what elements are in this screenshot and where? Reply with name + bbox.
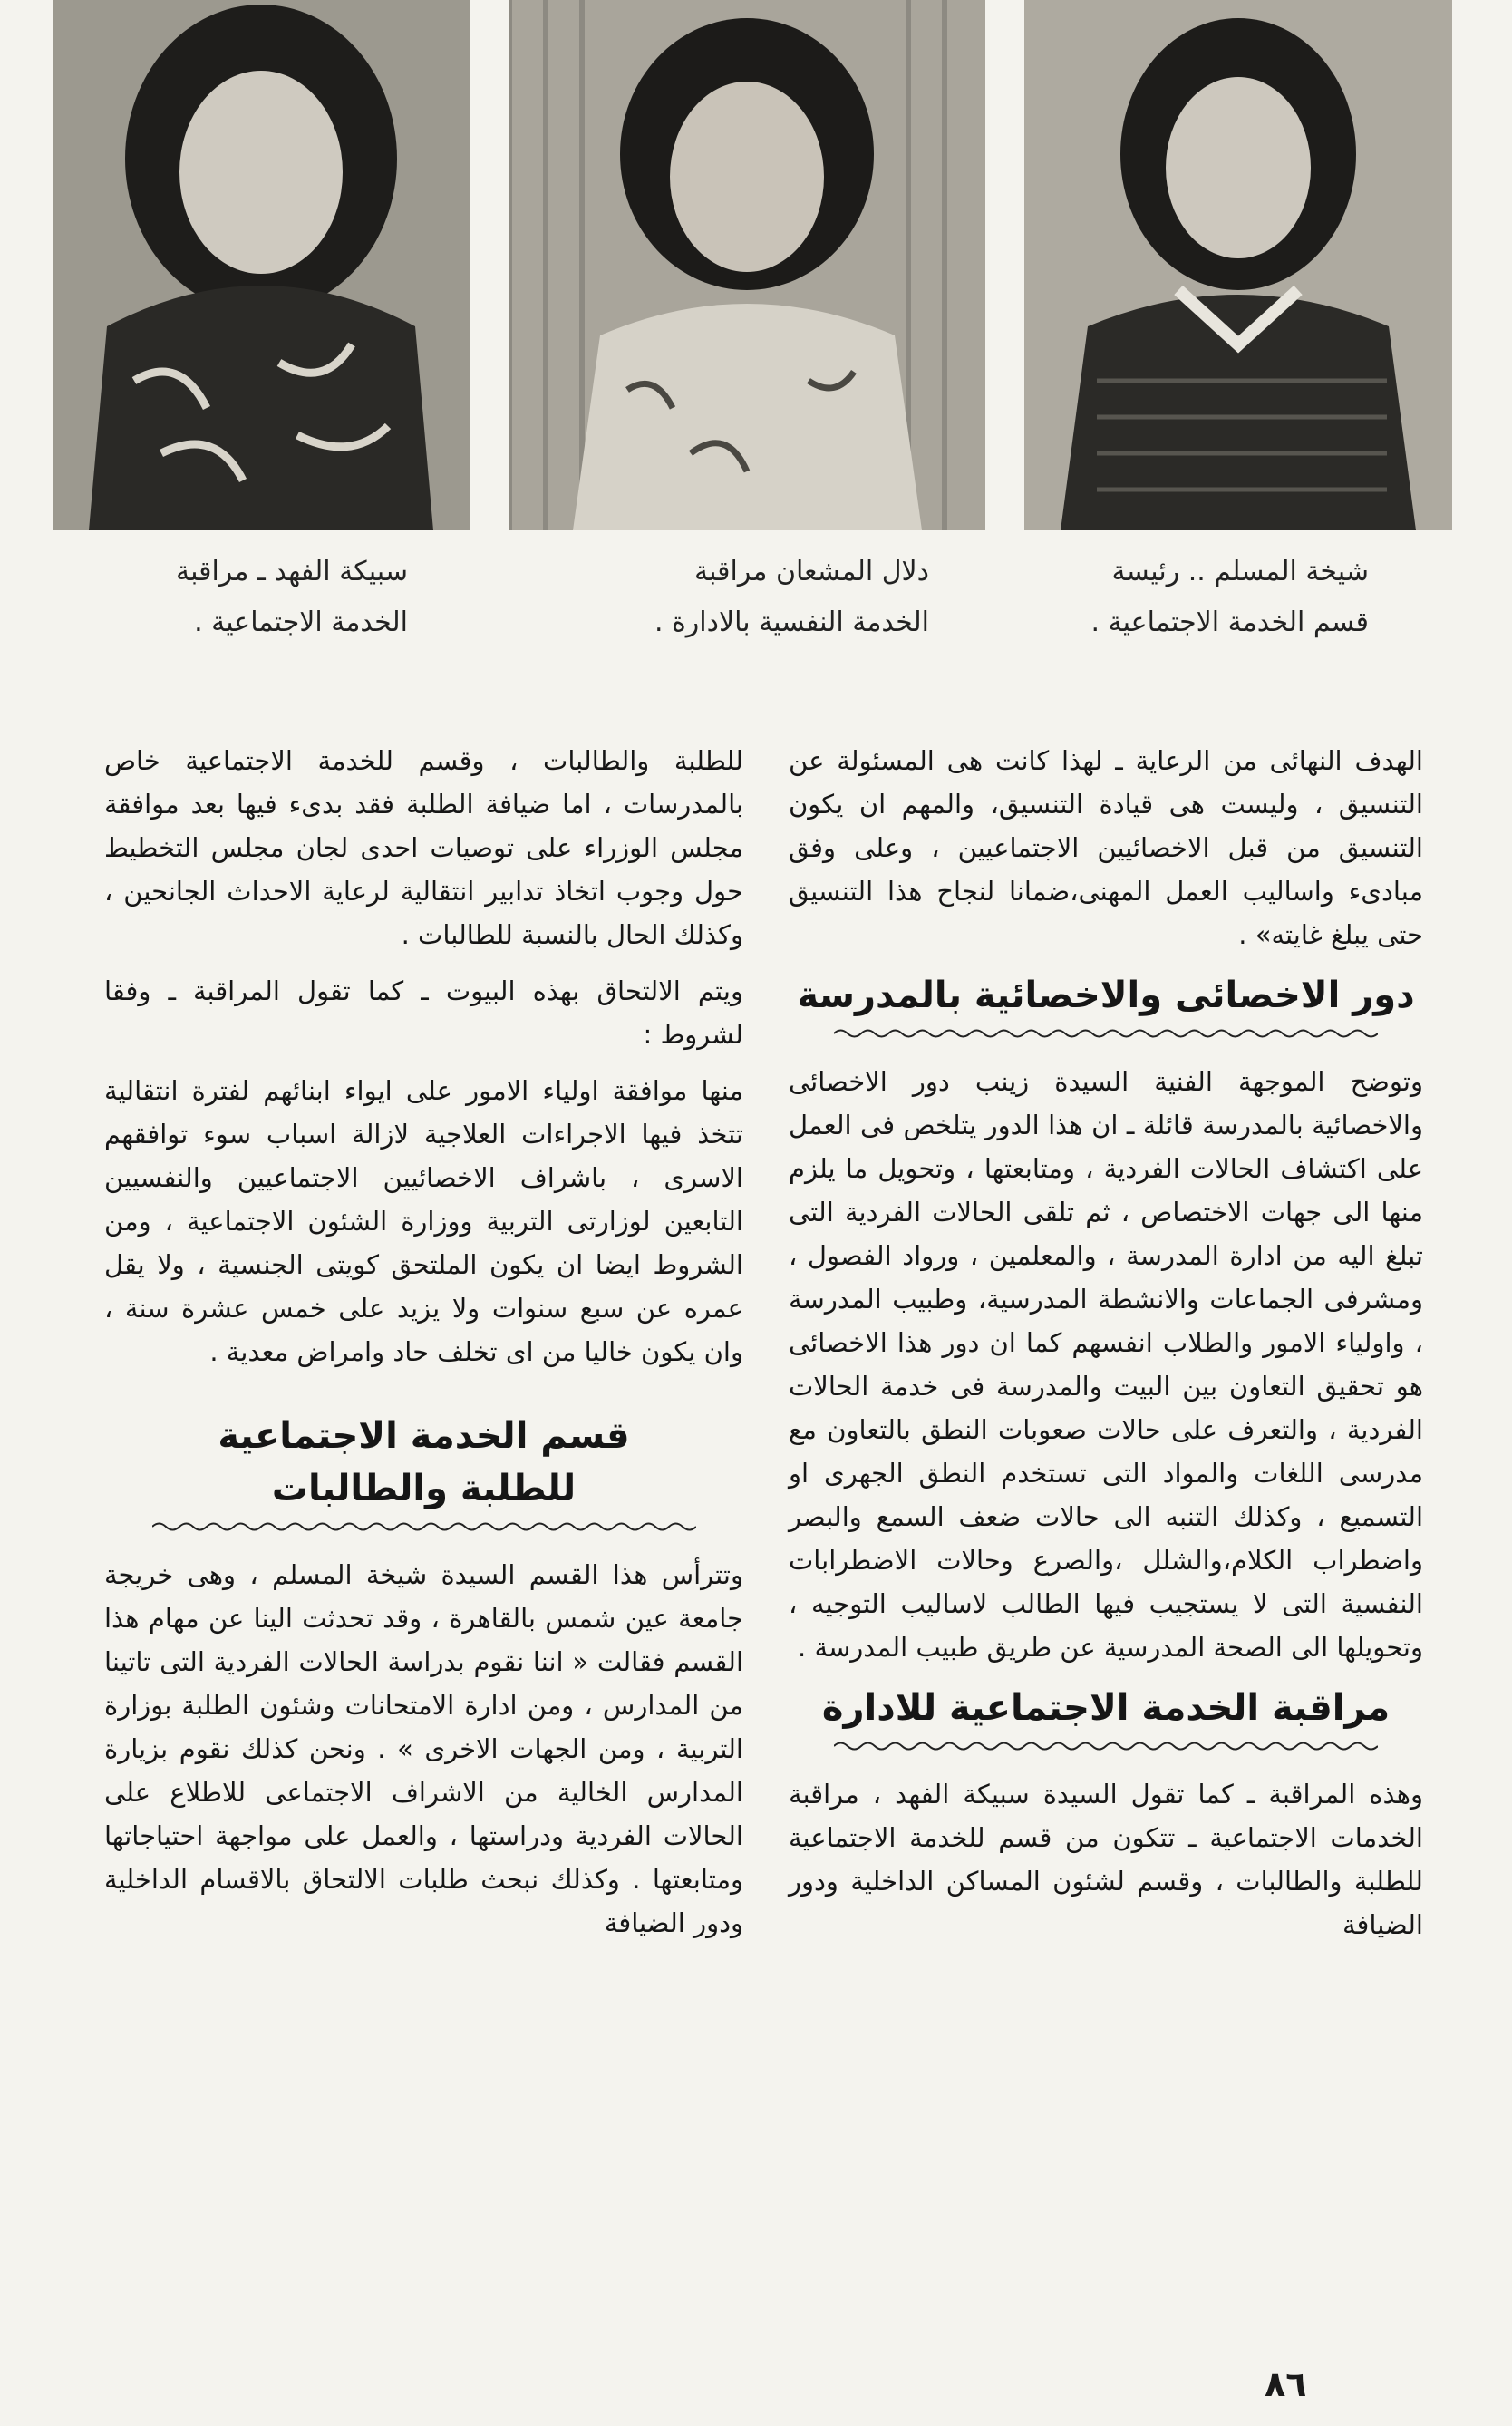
caption-line: شيخة المسلم .. رئيسة [1111,556,1369,587]
caption-sabika-alfahad [0,547,408,648]
paragraph: وتوضح الموجهة الفنية السيدة زينب دور الاخصائى والاخصائية بالمدرسة قائلة ـ ان هذا الدور يتلخص فى العمل على اكتشاف الحالات الفردية ، ومتابعتها ، وتحويل ما يلزم منها الى جهات الاختصاص ، ثم تلقى الحالات الفردية التى تبلغ اليه من ادارة المدرسة ، والمعلمين ، ورواد الفصول ، ومشرفى الجماعات والانشطة المدرسية، وطبيب المدرسة ، واولياء الامور والطلاب انفسهم كما ان دور هذا الاخصائى هو تحقيق التعاون بين البيت والمدرسة فى خدمة الحالات الفردية ، والتعرف على حالات صعوبات النطق بالتعاون مع مدرسى اللغات والمواد التى تستخدم النطق الجهرى او التسميع ، وكذلك التنبه الى حالات ضعف السمع والبصر واضطراب الكلام،والشلل ،والصرع وحالات الاضطرابات النفسية التى لا يستجيب فيها الطالب لاساليب التوجيه ، وتحويلها الى الصحة المدرسية عن طريق طبيب المدرسة . [789,1066,1423,1663]
section-heading: للطلبة والطالبات [271,1468,577,1509]
caption-line: دلال المشعان مراقبة [694,556,929,587]
caption-dalal-almishaan [494,547,929,648]
left-column [104,739,743,1957]
section-heading: مراقبة الخدمة الاجتماعية للادارة [821,1687,1391,1729]
section-heading: قسم الخدمة الاجتماعية [218,1415,630,1457]
portrait-figure [1024,0,1452,530]
photo-sabika-alfahad [53,0,470,530]
caption-line: الخدمة الاجتماعية . [194,606,408,638]
portrait-figure [53,0,470,530]
photo-dalal-almishaan [509,0,985,530]
caption-line: قسم الخدمة الاجتماعية . [1090,606,1369,638]
wavy-divider [834,1740,1378,1752]
caption-line: الخدمة النفسية بالادارة . [654,606,929,638]
wavy-divider [152,1520,696,1533]
caption-sheikha-almuslim [934,547,1369,648]
paragraph: الهدف النهائى من الرعاية ـ لهذا كانت هى المسئولة عن التنسيق ، وليست هى قيادة التنسيق، والمهم ان يكون التنسيق من قبل الاخصائيين الاجتماعيين ، وعلى وفق مبادىء واساليب العمل المهنى،ضمانا لنجاح هذا التنسيق حتى يبلغ غايته» . [789,745,1423,950]
portrait-figure [509,0,985,530]
page-number: ٨٦ [1265,2364,1307,2404]
wavy-divider [834,1027,1378,1040]
paragraph: منها موافقة اولياء الامور على ايواء ابنائهم لفترة انتقالية تتخذ فيها الاجراءات العلاجية لازالة اسباب سوء توافقهم الاسرى ، باشراف الاخصائيين الاجتماعيين والنفسيين التابعين لوزارتى التربية ووزارة الشئون الاجتماعية ، ومن الشروط ايضا ان يكون الملتحق كويتى الجنسية ، ولا يقل عمره عن سبع سنوات ولا يزيد على خمس عشرة سنة ، وان يكون خاليا من اى تخلف حاد وامراض معدية . [104,1075,743,1367]
caption-line: سبيكة الفهد ـ مراقبة [176,556,408,587]
paragraph: وهذه المراقبة ـ كما تقول السيدة سبيكة الفهد ، مراقبة الخدمات الاجتماعية ـ تتكون من قسم للخدمة الاجتماعية للطلبة والطالبات ، وقسم لشئون المساكن الداخلية ودور الضيافة [789,1779,1423,1940]
section-heading: دور الاخصائى والاخصائية بالمدرسة [797,975,1415,1016]
paragraph: للطلبة والطالبات ، وقسم للخدمة الاجتماعية خاص بالمدرسات ، اما ضيافة الطلبة فقد بدىء فيها بعد موافقة مجلس الوزراء على توصيات احدى لجان مجلس التخطيط حول وجوب اتخاذ تدابير انتقالية لرعاية الاحداث الجانحين ، وكذلك الحال بالنسبة للطالبات . [104,745,743,950]
right-column [789,739,1423,1959]
paragraph: ويتم الالتحاق بهذه البيوت ـ كما تقول المراقبة ـ وفقا لشروط : [104,975,743,1050]
paragraph: وتترأس هذا القسم السيدة شيخة المسلم ، وهى خريجة جامعة عين شمس بالقاهرة ، وقد تحدثت الينا عن مهام هذا القسم فقالت « اننا نقوم بدراسة الحالات الفردية التى تاتينا من المدارس ، ومن ادارة الامتحانات وشئون الطلبة بوزارة التربية ، ومن الجهات الاخرى » . ونحن كذلك نقوم بزيارة المدارس الخالية من الاشراف الاجتماعى للاطلاع على الحالات الفردية ودراستها ، والعمل على مواجهة احتياجاتها ومتابعتها . وكذلك نبحث طلبات الالتحاق بالاقسام الداخلية ودور الضيافة [104,1559,743,1938]
photo-sheikha-almuslim [1024,0,1452,530]
